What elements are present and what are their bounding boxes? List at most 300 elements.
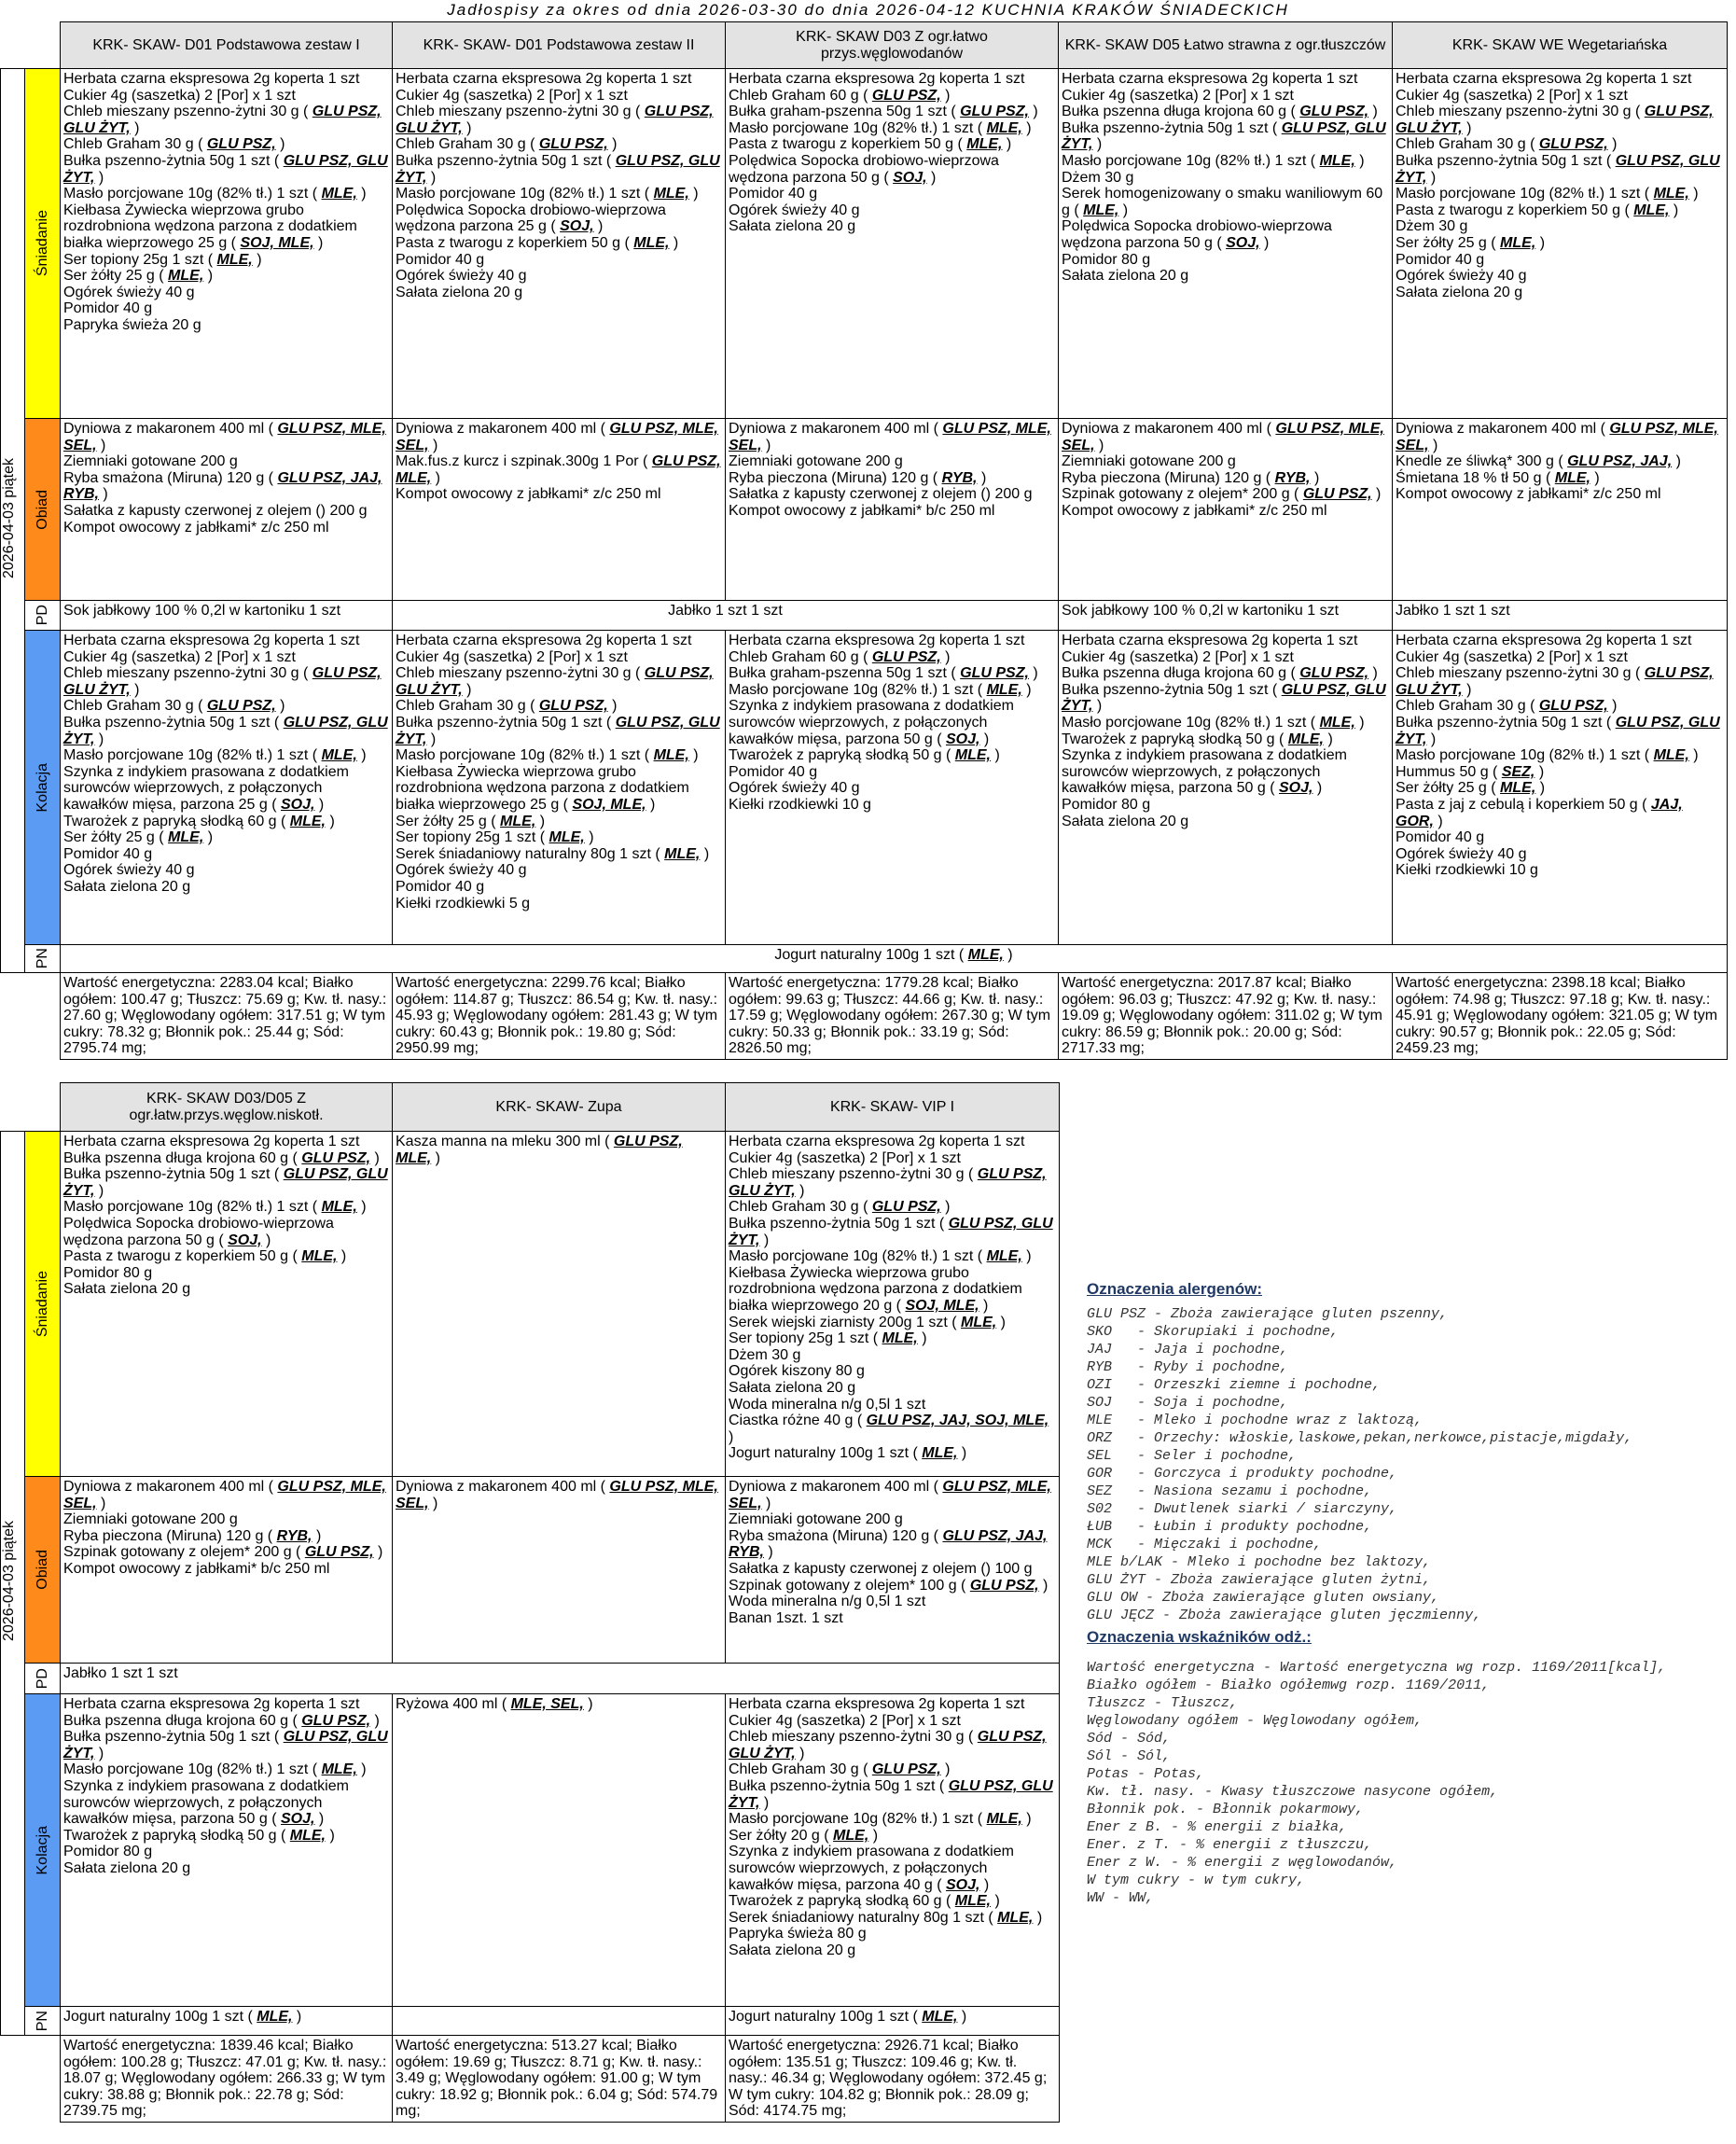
allergen-code: MLE, [653, 186, 689, 202]
allergen-legend-item: GLU JĘCZ - Zboża zawierające gluten jęczmienny, [1087, 1608, 1482, 1623]
menu-item: Bułka pszenno-żytnia 50g 1 szt ( GLU PSZ, GLU ŻYT, ) [729, 1777, 1053, 1811]
allergen-code: MLE, [216, 251, 253, 268]
allergen-legend-item: JAJ - Jaja i pochodne, [1087, 1342, 1289, 1357]
menu-item: Pasta z twarogu z koperkiem 50 g ( MLE, ) [1396, 202, 1679, 218]
menu-item: Ser topiony 25g 1 szt ( MLE, ) [63, 251, 262, 268]
menu-item: Herbata czarna ekspresowa 2g koperta 1 szt [1062, 633, 1358, 648]
menu-item: Masło porcjowane 10g (82% tł.) 1 szt ( MLE, ) [396, 186, 699, 202]
menu-item: Serek śniadaniowy naturalny 80g 1 szt ( MLE, ) [729, 1909, 1043, 1926]
menu-table-1 [0, 21, 1728, 1060]
menu-item: Kompot owocowy z jabłkami* z/c 250 ml [1062, 502, 1327, 519]
menu-cell [393, 1132, 726, 1477]
menu-cell [1393, 631, 1728, 945]
indicator-legend-item: Ener. z T. - % energii z tłuszczu, [1087, 1837, 1373, 1853]
menu-item: Twarożek z papryką słodką 60 g ( MLE, ) [729, 1893, 1000, 1910]
allergen-code: GLU PSZ, GLU ŻYT, [396, 152, 720, 186]
menu-item: Pomidor 40 g [1396, 251, 1485, 268]
menu-item: Bułka pszenno-żytnia 50g 1 szt ( GLU PSZ, GLU ŻYT, ) [1062, 119, 1386, 153]
legend [1087, 1276, 1730, 1907]
allergen-code: GLU PSZ, MLE, SEL, [1062, 421, 1384, 453]
menu-item: Pasta z twarogu z koperkiem 50 g ( MLE, ) [729, 136, 1012, 153]
menu-item: Sałata zielona 20 g [729, 1942, 856, 1958]
menu-item: Ziemniaki gotowane 200 g [63, 453, 238, 470]
allergen-code: GLU PSZ, MLE, SEL, [1396, 421, 1718, 453]
meal-label-dinner: Kolacja [25, 1694, 61, 2007]
menu-item: Ryba smażona (Miruna) 120 g ( GLU PSZ, JAJ, RYB, ) [63, 469, 382, 503]
menu-item: Herbata czarna ekspresowa 2g koperta 1 szt [1062, 71, 1358, 87]
snack-cell: Sok jabłkowy 100 % 0,2l w kartoniku 1 szt [61, 601, 393, 631]
menu-item: Kiełki rzodkiewki 5 g [396, 895, 531, 912]
allergen-code: RYB, [276, 1527, 312, 1544]
menu-item: Chleb mieszany pszenno-żytni 30 g ( GLU PSZ, GLU ŻYT, ) [396, 665, 714, 698]
allergen-code: GLU PSZ, [1302, 486, 1372, 503]
menu-item: Pomidor 80 g [1062, 251, 1151, 268]
menu-item: Chleb mieszany pszenno-żytni 30 g ( GLU PSZ, GLU ŻYT, ) [396, 104, 714, 136]
allergen-code: SOJ, [1279, 780, 1313, 797]
menu-cell [393, 69, 726, 419]
nutrition-cell: Wartość energetyczna: 513.27 kcal; Białko ogółem: 19.69 g; Tłuszcz: 8.71 g; Kw. tł. nasy.: 3.49 g; Węglowodany ogółem: 91.00 g; W tym cukry: 18.92 g; Błonnik pok.: 6.04 g; Sód: 574.79 mg; [393, 2036, 726, 2123]
menu-item: Ogórek świeży 40 g [63, 284, 195, 300]
menu-item: Serek śniadaniowy naturalny 80g 1 szt ( MLE, ) [396, 845, 710, 862]
menu-item: Sałatka z kapusty czerwonej z olejem () 200 g [63, 502, 368, 519]
menu-item: Cukier 4g (saszetka) 2 [Por] x 1 szt [63, 648, 296, 665]
allergen-code: MLE, [549, 829, 585, 846]
allergen-code: MLE, [321, 747, 357, 764]
menu-cell [1059, 419, 1393, 601]
menu-cell [1059, 69, 1393, 419]
allergen-code: MLE, [986, 681, 1022, 698]
allergen-code: GLU PSZ, [301, 1149, 371, 1166]
allergen-code: GLU PSZ, GLU ŻYT, [63, 104, 382, 136]
date-label: 2026-04-03 piątek [1, 1521, 17, 1642]
snack-cell: Sok jabłkowy 100 % 0,2l w kartoniku 1 szt [1059, 601, 1393, 631]
allergen-code: MLE, [966, 136, 1003, 153]
menu-item: Bułka pszenno-żytnia 50g 1 szt ( GLU PSZ, GLU ŻYT, ) [1396, 714, 1720, 747]
menu-cell [61, 1694, 393, 2007]
allergen-code: SOJ, MLE, [572, 796, 646, 813]
menu-item: Mak.fus.z kurcz i szpinak.300g 1 Por ( GLU PSZ, MLE, ) [396, 453, 721, 486]
menu-item: Sałatka z kapusty czerwonej z olejem () 200 g [729, 486, 1033, 503]
menu-cell [393, 419, 726, 601]
nutrition-cell: Wartość energetyczna: 1839.46 kcal; Białko ogółem: 100.28 g; Tłuszcz: 47.01 g; Kw. tł. nasy.: 18.07 g; Węglowodany ogółem: 266.33 g; W tym cukry: 38.88 g; Błonnik pok.: 22.78 g; Sód: 2739.75 mg; [61, 2036, 393, 2123]
menu-item: Ser żółty 25 g ( MLE, ) [1396, 234, 1546, 251]
allergen-code: GLU PSZ, GLU ŻYT, [63, 152, 388, 186]
allergen-legend-item: SKO - Skorupiaki i pochodne, [1087, 1324, 1340, 1340]
allergen-code: MLE, [168, 829, 204, 846]
allergen-legend-title: Oznaczenia alergenów: [1087, 1280, 1262, 1298]
allergen-code: GLU PSZ, [538, 698, 608, 715]
menu-item: Ser żółty 25 g ( MLE, ) [1396, 780, 1546, 797]
menu-item: Ziemniaki gotowane 200 g [1062, 453, 1236, 470]
menu-cell [393, 1477, 726, 1664]
allergen-code: GLU PSZ, MLE, SEL, [63, 421, 386, 453]
menu-item: Sałata zielona 20 g [63, 1859, 191, 1876]
menu-item: Dyniowa z makaronem 400 ml ( GLU PSZ, MLE, SEL, ) [729, 1479, 1051, 1511]
allergen-code: MLE, [653, 747, 689, 764]
menu-item: Herbata czarna ekspresowa 2g koperta 1 szt [1396, 71, 1692, 87]
menu-item: Bułka pszenno-żytnia 50g 1 szt ( GLU PSZ, GLU ŻYT, ) [1396, 152, 1720, 186]
allergen-code: GLU PSZ, MLE, SEL, [63, 1479, 386, 1511]
menu-item: Ser żółty 25 g ( MLE, ) [396, 813, 546, 829]
allergen-legend-item: GOR - Gorczyca i produkty pochodne, [1087, 1466, 1398, 1482]
allergen-code: MLE, [882, 1330, 918, 1347]
nutrition-cell: Wartość energetyczna: 2398.18 kcal; Białko ogółem: 74.98 g; Tłuszcz: 97.18 g; Kw. tł. nasy.: 45.91 g; Węglowodany ogółem: 321.05 g; W tym cukry: 90.57 g; Błonnik pok.: 22.05 g; Sód: 2459.23 mg; [1393, 973, 1728, 1060]
menu-item: Sałata zielona 20 g [63, 878, 191, 895]
menu-item: Ryżowa 400 ml ( MLE, SEL, ) [396, 1696, 593, 1712]
allergen-code: GLU PSZ, GLU ŻYT, [63, 1166, 388, 1199]
meal-label-snack: PD [25, 1664, 61, 1694]
menu-item: Chleb mieszany pszenno-żytni 30 g ( GLU PSZ, GLU ŻYT, ) [729, 1729, 1047, 1761]
menu-cell [726, 1694, 1060, 2007]
allergen-code: MLE, [833, 1827, 869, 1844]
menu-item: Twarożek z papryką słodką 50 g ( MLE, ) [1062, 731, 1333, 747]
menu-item: Herbata czarna ekspresowa 2g koperta 1 szt [729, 1696, 1025, 1712]
allergen-code: JAJ, GOR, [1396, 796, 1683, 829]
menu-item: Masło porcjowane 10g (82% tł.) 1 szt ( MLE, ) [1396, 186, 1699, 202]
allergen-code: MLE, [664, 845, 701, 862]
allergen-code: GLU PSZ, JAJ, SOJ, MLE, [866, 1413, 1049, 1429]
menu-item: Pomidor 40 g [63, 845, 153, 862]
allergen-code: SOJ, [893, 169, 927, 186]
menu-cell [61, 419, 393, 601]
allergen-code: MLE, [321, 186, 357, 202]
menu-item: Masło porcjowane 10g (82% tł.) 1 szt ( MLE, ) [63, 747, 367, 764]
menu-item: Pomidor 80 g [63, 1844, 153, 1860]
meal-label-lunch: Obiad [25, 1477, 61, 1664]
meal-label-breakfast: Śniadanie [25, 69, 61, 419]
allergen-code: GLU PSZ, GLU ŻYT, [396, 714, 720, 747]
allergen-code: GLU PSZ, [969, 1577, 1039, 1594]
allergen-code: RYB, [941, 469, 978, 486]
indicator-legend-item: Sól - Sól, [1087, 1748, 1172, 1764]
allergen-code: RYB, [1274, 469, 1311, 486]
menu-item: Bułka pszenno-żytnia 50g 1 szt ( GLU PSZ, GLU ŻYT, ) [729, 1215, 1053, 1248]
allergen-code: MLE, [1287, 731, 1324, 747]
menu-item: Ser żółty 25 g ( MLE, ) [63, 829, 214, 846]
menu-item: Chleb Graham 30 g ( GLU PSZ, ) [729, 1199, 951, 1216]
menu-item: Dyniowa z makaronem 400 ml ( GLU PSZ, MLE, SEL, ) [729, 421, 1051, 453]
menu-item: Jogurt naturalny 100g 1 szt ( MLE, ) [63, 2009, 302, 2025]
menu-item: Ser topiony 25g 1 szt ( MLE, ) [729, 1330, 927, 1347]
menu-item: Ogórek świeży 40 g [396, 862, 527, 879]
menu-item: Herbata czarna ekspresowa 2g koperta 1 szt [1396, 633, 1692, 648]
allergen-code: MLE, [1554, 469, 1590, 486]
menu-item: Dżem 30 g [1062, 169, 1134, 186]
allergen-code: SOJ, [281, 1811, 315, 1828]
allergen-legend-item: ŁUB - Łubin i produkty pochodne, [1087, 1519, 1373, 1535]
menu-item: Chleb mieszany pszenno-żytni 30 g ( GLU PSZ, GLU ŻYT, ) [63, 104, 382, 136]
indicator-legend-item: Ener z W. - % energii z węglowodanów, [1087, 1855, 1398, 1871]
allergen-code: MLE, [997, 1909, 1034, 1926]
diet-header: KRK- SKAW WE Wegetariańska [1393, 22, 1728, 69]
menu-item: Kompot owocowy z jabłkami* b/c 250 ml [729, 502, 995, 519]
allergen-code: MLE, [922, 1445, 958, 1462]
allergen-code: GLU PSZ, JAJ, RYB, [729, 1527, 1048, 1561]
allergen-code: GLU PSZ, [1299, 665, 1369, 682]
nutrition-cell: Wartość energetyczna: 2283.04 kcal; Białko ogółem: 100.47 g; Tłuszcz: 75.69 g; Kw. tł. nasy.: 27.60 g; Węglowodany ogółem: 317.51 g; W tym cukry: 78.32 g; Błonnik pok.: 25.44 g; Sód: 2795.74 mg; [61, 973, 393, 1060]
indicator-legend-item: Sód - Sód, [1087, 1731, 1172, 1747]
allergen-code: GLU PSZ, [1299, 104, 1369, 120]
allergen-list [1087, 1305, 1730, 1624]
date-label: 2026-04-03 piątek [1, 458, 17, 579]
menu-item: Herbata czarna ekspresowa 2g koperta 1 szt [396, 633, 692, 648]
menu-item: Dyniowa z makaronem 400 ml ( GLU PSZ, MLE, SEL, ) [396, 1479, 718, 1511]
menu-item: Dyniowa z makaronem 400 ml ( GLU PSZ, MLE, SEL, ) [1062, 421, 1384, 453]
menu-item: Jogurt naturalny 100g 1 szt ( MLE, ) [729, 2009, 967, 2025]
menu-item: Woda mineralna n/g 0,5l 1 szt [729, 1594, 926, 1610]
menu-item: Sałata zielona 20 g [63, 1281, 191, 1298]
menu-item: Masło porcjowane 10g (82% tł.) 1 szt ( MLE, ) [1062, 714, 1365, 731]
menu-item: Sałata zielona 20 g [1396, 284, 1523, 300]
allergen-code: GLU PSZ, GLU ŻYT, [1396, 665, 1714, 698]
allergen-code: MLE, [1319, 714, 1355, 731]
allergen-code: MLE, [1653, 186, 1689, 202]
menu-item: Ogórek świeży 40 g [1396, 268, 1527, 285]
menu-item: Ryba pieczona (Miruna) 120 g ( RYB, ) [1062, 469, 1320, 486]
allergen-code: GLU PSZ, GLU ŻYT, [729, 1777, 1053, 1811]
meal-label-dinner: Kolacja [25, 631, 61, 945]
menu-item: Serek homogenizowany o smaku waniliowym 60 g ( MLE, ) [1062, 186, 1383, 218]
allergen-code: GLU PSZ, GLU ŻYT, [63, 1729, 388, 1761]
menu-item: Masło porcjowane 10g (82% tł.) 1 szt ( MLE, ) [729, 1811, 1032, 1828]
allergen-code: GLU PSZ, GLU ŻYT, [396, 665, 714, 698]
allergen-code: GLU PSZ, [871, 1199, 941, 1216]
menu-item: Masło porcjowane 10g (82% tł.) 1 szt ( MLE, ) [1062, 152, 1365, 169]
allergen-legend-item: ORZ - Orzechy: włoskie,laskowe,pekan,nerkowce,pistacje,migdały, [1087, 1430, 1633, 1446]
menu-item: Pomidor 80 g [63, 1264, 153, 1281]
diet-header: KRK- SKAW- D01 Podstawowa zestaw I [61, 22, 393, 69]
menu-item: Cukier 4g (saszetka) 2 [Por] x 1 szt [1062, 648, 1294, 665]
allergen-code: GLU PSZ, [301, 1712, 371, 1729]
allergen-code: MLE, [967, 947, 1004, 963]
menu-item: Sałata zielona 20 g [396, 284, 523, 300]
allergen-code: SOJ, [228, 1232, 262, 1248]
diet-header: KRK- SKAW- Zupa [393, 1083, 726, 1132]
allergen-code: GLU PSZ, GLU ŻYT, [1062, 681, 1386, 715]
menu-item: Herbata czarna ekspresowa 2g koperta 1 szt [63, 633, 360, 648]
menu-item: Jogurt naturalny 100g 1 szt ( MLE, ) [774, 947, 1013, 963]
menu-item: Chleb Graham 30 g ( GLU PSZ, ) [1396, 136, 1618, 153]
menu-item: Bułka pszenna długa krojona 60 g ( GLU PSZ, ) [1062, 665, 1378, 682]
allergen-legend-item: MLE b/LAK - Mleko i pochodne bez laktozy, [1087, 1554, 1432, 1570]
allergen-code: GLU PSZ, GLU ŻYT, [63, 714, 388, 747]
allergen-code: GLU PSZ, MLE, SEL, [396, 421, 718, 453]
menu-item: Kompot owocowy z jabłkami* z/c 250 ml [63, 519, 329, 536]
menu-item: Bułka graham-pszenna 50g 1 szt ( GLU PSZ, ) [729, 104, 1038, 120]
allergen-code: GLU PSZ, MLE, [396, 1134, 683, 1166]
allergen-code: GLU PSZ, GLU ŻYT, [1396, 104, 1714, 136]
allergen-legend-item: SEZ - Nasiona sezamu i pochodne, [1087, 1483, 1373, 1499]
menu-item: Szpinak gotowany z olejem* 200 g ( GLU PSZ, ) [1062, 486, 1382, 503]
menu-item: Polędwica Sopocka drobiowo-wieprzowa wędzona parzona 50 g ( SOJ, ) [63, 1215, 334, 1248]
allergen-code: MLE, [1083, 202, 1119, 218]
menu-item: Ogórek świeży 40 g [396, 268, 527, 285]
allergen-code: MLE, [289, 1827, 326, 1844]
menu-item: Cukier 4g (saszetka) 2 [Por] x 1 szt [729, 1149, 961, 1166]
menu-cell [726, 419, 1059, 601]
indicator-legend-item: Ener z B. - % energii z białka, [1087, 1819, 1348, 1835]
allergen-code: GLU PSZ, GLU ŻYT, [63, 665, 382, 698]
allergen-code: GLU PSZ, [871, 1761, 941, 1778]
menu-item: Dyniowa z makaronem 400 ml ( GLU PSZ, MLE, SEL, ) [1396, 421, 1718, 453]
menu-item: Ziemniaki gotowane 200 g [729, 1511, 903, 1528]
allergen-code: MLE, [168, 268, 204, 285]
menu-item: Kiełbasa Żywiecka wieprzowa grubo rozdrobniona wędzona parzona z dodatkiem białka wieprzowego 20 g ( SOJ, MLE, ) [729, 1264, 1022, 1314]
menu-item: Ser żółty 25 g ( MLE, ) [63, 268, 214, 285]
menu-item: Chleb mieszany pszenno-żytni 30 g ( GLU PSZ, GLU ŻYT, ) [1396, 665, 1714, 698]
allergen-code: GLU PSZ, [538, 136, 608, 153]
menu-item: Herbata czarna ekspresowa 2g koperta 1 szt [729, 633, 1025, 648]
allergen-code: GLU PSZ, MLE, SEL, [396, 1479, 718, 1511]
menu-item: Kasza manna na mleku 300 ml ( GLU PSZ, MLE, ) [396, 1134, 683, 1166]
allergen-code: GLU PSZ, [206, 136, 276, 153]
menu-item: Papryka świeża 80 g [729, 1926, 867, 1942]
allergen-code: MLE, [954, 747, 991, 764]
allergen-code: GLU PSZ, MLE, [396, 453, 721, 486]
date-cell [1, 1132, 25, 2036]
allergen-code: MLE, [1500, 234, 1536, 251]
allergen-legend-item: RYB - Ryby i pochodne, [1087, 1359, 1289, 1375]
menu-item: Bułka pszenno-żytnia 50g 1 szt ( GLU PSZ, GLU ŻYT, ) [1062, 681, 1386, 715]
menu-item: Chleb mieszany pszenno-żytni 30 g ( GLU PSZ, GLU ŻYT, ) [63, 665, 382, 698]
menu-item: Ogórek świeży 40 g [729, 780, 860, 797]
allergen-code: SOJ, [946, 1876, 980, 1893]
menu-item: Cukier 4g (saszetka) 2 [Por] x 1 szt [1062, 87, 1294, 104]
menu-item: Cukier 4g (saszetka) 2 [Por] x 1 szt [396, 648, 628, 665]
menu-item: Polędwica Sopocka drobiowo-wieprzowa wędzona parzona 25 g ( SOJ, ) [396, 202, 666, 235]
indicator-legend-item: Wartość energetyczna - Wartość energetyczna wg rozp. 1169/2011[kcal], [1087, 1660, 1667, 1676]
allergen-code: GLU PSZ, GLU ŻYT, [1396, 152, 1720, 186]
menu-item: Kiełbasa Żywiecka wieprzowa grubo rozdrobniona wędzona parzona z dodatkiem białka wieprzowego 25 g ( SOJ, MLE, ) [396, 763, 689, 813]
menu-item: Herbata czarna ekspresowa 2g koperta 1 szt [729, 71, 1025, 87]
indicator-legend-item: WW - WW, [1087, 1890, 1155, 1906]
snack-cell: Jabłko 1 szt 1 szt [1393, 601, 1728, 631]
indicator-legend-item: Węglowodany ogółem - Węglowodany ogółem, [1087, 1713, 1424, 1729]
menu-cell [726, 631, 1059, 945]
allergen-code: GLU PSZ, [304, 1544, 374, 1561]
diet-header: KRK- SKAW D05 Łatwo strawna z ogr.tłuszczów [1059, 22, 1393, 69]
menu-item: Pasta z twarogu z koperkiem 50 g ( MLE, ) [63, 1248, 347, 1265]
allergen-legend-item: MCK - Mięczaki i pochodne, [1087, 1537, 1323, 1552]
menu-item: Kiełki rzodkiewki 10 g [729, 796, 871, 813]
menu-item: Ryba pieczona (Miruna) 120 g ( RYB, ) [729, 469, 987, 486]
menu-cell [1393, 69, 1728, 419]
menu-item: Masło porcjowane 10g (82% tł.) 1 szt ( MLE, ) [63, 1199, 367, 1216]
menu-item: Cukier 4g (saszetka) 2 [Por] x 1 szt [1396, 87, 1628, 104]
allergen-code: GLU PSZ, [1538, 698, 1608, 715]
allergen-code: GLU PSZ, GLU ŻYT, [729, 1166, 1047, 1199]
menu-item: Chleb Graham 60 g ( GLU PSZ, ) [729, 87, 951, 104]
allergen-code: SOJ, [560, 218, 594, 235]
allergen-code: GLU PSZ, [871, 87, 941, 104]
menu-item: Pomidor 40 g [396, 251, 485, 268]
allergen-legend-item: MLE - Mleko i pochodne wraz z laktozą, [1087, 1413, 1424, 1428]
allergen-code: GLU PSZ, GLU ŻYT, [729, 1215, 1053, 1248]
night-snack-cell [61, 2007, 393, 2036]
menu-item: Szynka z indykiem prasowana z dodatkiem surowców wieprzowych, z połączonych kawałków mięsa, parzona 50 g ( SOJ, ) [1062, 747, 1347, 797]
menu-item: Masło porcjowane 10g (82% tł.) 1 szt ( MLE, ) [63, 186, 367, 202]
diet-header: KRK- SKAW D03 Z ogr.łatwo przys.węglowodanów [726, 22, 1059, 69]
menu-item: Pasta z jaj z cebulą i koperkiem 50 g ( JAJ, GOR, ) [1396, 796, 1683, 829]
menu-item: Sałata zielona 20 g [1062, 268, 1189, 285]
allergen-code: MLE, [986, 1248, 1022, 1265]
menu-item: Dżem 30 g [1396, 218, 1468, 235]
menu-item: Dyniowa z makaronem 400 ml ( GLU PSZ, MLE, SEL, ) [396, 421, 718, 453]
nutrition-cell: Wartość energetyczna: 1779.28 kcal; Białko ogółem: 99.63 g; Tłuszcz: 44.66 g; Kw. tł. nasy.: 17.59 g; Węglowodany ogółem: 267.30 g; W tym cukry: 50.33 g; Błonnik pok.: 33.19 g; Sód: 2826.50 mg; [726, 973, 1059, 1060]
page-title: Jadłospisy za okres od dnia 2026-03-30 do dnia 2026-04-12 KUCHNIA KRAKÓW ŚNIADECKICH [447, 1, 1289, 19]
meal-label-breakfast: Śniadanie [25, 1132, 61, 1477]
allergen-code: MLE, [1319, 152, 1355, 169]
snack-cell: Jabłko 1 szt 1 szt [393, 601, 1059, 631]
menu-item: Polędwica Sopocka drobiowo-wieprzowa wędzona parzona 50 g ( SOJ, ) [729, 152, 999, 186]
menu-item: Chleb Graham 60 g ( GLU PSZ, ) [729, 648, 951, 665]
allergen-code: MLE, [289, 813, 326, 829]
menu-item: Kompot owocowy z jabłkami* z/c 250 ml [396, 486, 661, 503]
indicator-legend-title: Oznaczenia wskaźników odż.: [1087, 1628, 1312, 1646]
date-cell [1, 69, 25, 973]
nutrition-cell: Wartość energetyczna: 2926.71 kcal; Białko ogółem: 135.51 g; Tłuszcz: 109.46 g; Kw. tł. nasy.: 46.34 g; Węglowodany ogółem: 372.45 g; W tym cukry: 104.82 g; Błonnik pok.: 28.09 g; Sód: 4174.75 mg; [726, 2036, 1060, 2123]
menu-item: Masło porcjowane 10g (82% tł.) 1 szt ( MLE, ) [1396, 747, 1699, 764]
menu-item: Ogórek świeży 40 g [63, 862, 195, 879]
allergen-code: GLU PSZ, GLU ŻYT, [729, 1729, 1047, 1761]
night-snack-cell [61, 945, 1728, 973]
menu-item: Kiełbasa Żywiecka wieprzowa grubo rozdrobniona wędzona parzona z dodatkiem białka wieprzowego 25 g ( SOJ, MLE, ) [63, 202, 357, 251]
menu-cell [726, 69, 1059, 419]
allergen-code: MLE, [986, 1811, 1022, 1828]
indicator-legend-item: Kw. tł. nasy. - Kwasy tłuszczowe nasycone ogółem, [1087, 1784, 1499, 1800]
allergen-code: GLU PSZ, MLE, SEL, [729, 1479, 1051, 1511]
diet-header: KRK- SKAW- VIP I [726, 1083, 1060, 1132]
menu-item: Bułka pszenno-żytnia 50g 1 szt ( GLU PSZ, GLU ŻYT, ) [63, 714, 388, 747]
menu-cell [726, 1132, 1060, 1477]
menu-table-2 [0, 1082, 1060, 2123]
allergen-code: GLU PSZ, [206, 698, 276, 715]
menu-item: Chleb Graham 30 g ( GLU PSZ, ) [63, 136, 285, 153]
menu-item: Dżem 30 g [729, 1346, 801, 1363]
allergen-legend-item: S02 - Dwutlenek siarki / siarczyny, [1087, 1501, 1398, 1517]
allergen-code: GLU PSZ, MLE, SEL, [729, 421, 1051, 453]
menu-cell [1059, 631, 1393, 945]
allergen-code: GLU PSZ, [960, 104, 1029, 120]
menu-item: Ryba pieczona (Miruna) 120 g ( RYB, ) [63, 1527, 322, 1544]
allergen-code: GLU PSZ, GLU ŻYT, [1396, 714, 1720, 747]
allergen-code: MLE, [633, 234, 670, 251]
allergen-legend-item: GLU PSZ - Zboża zawierające gluten pszenny, [1087, 1306, 1449, 1322]
menu-item: Chleb Graham 30 g ( GLU PSZ, ) [1396, 698, 1618, 715]
allergen-legend-item: SEL - Seler i pochodne, [1087, 1448, 1298, 1464]
menu-item: Szpinak gotowany z olejem* 200 g ( GLU PSZ, ) [63, 1544, 383, 1561]
allergen-code: SOJ, MLE, [905, 1297, 979, 1314]
snack-cell: Jabłko 1 szt 1 szt [61, 1664, 1060, 1694]
menu-item: Bułka pszenno-żytnia 50g 1 szt ( GLU PSZ, GLU ŻYT, ) [63, 1729, 388, 1761]
menu-item: Sałatka z kapusty czerwonej z olejem () 100 g [729, 1560, 1033, 1577]
allergen-legend-item: GLU OW - Zboża zawierające gluten owsiany, [1087, 1590, 1440, 1606]
night-snack-cell [726, 2007, 1060, 2036]
menu-item: Twarożek z papryką słodką 50 g ( MLE, ) [63, 1827, 335, 1844]
allergen-code: GLU PSZ, [871, 648, 941, 665]
menu-item: Ogórek świeży 40 g [1396, 845, 1527, 862]
allergen-legend-item: SOJ - Soja i pochodne, [1087, 1395, 1289, 1411]
indicator-list [1087, 1659, 1730, 1907]
menu-item: Bułka pszenno-żytnia 50g 1 szt ( GLU PSZ, GLU ŻYT, ) [63, 152, 388, 186]
menu-item: Polędwica Sopocka drobiowo-wieprzowa wędzona parzona 50 g ( SOJ, ) [1062, 218, 1332, 251]
menu-item: Chleb mieszany pszenno-żytni 30 g ( GLU PSZ, GLU ŻYT, ) [729, 1166, 1047, 1199]
menu-item: Bułka pszenna długa krojona 60 g ( GLU PSZ, ) [63, 1712, 380, 1729]
menu-item: Cukier 4g (saszetka) 2 [Por] x 1 szt [729, 1712, 961, 1729]
menu-item: Chleb Graham 30 g ( GLU PSZ, ) [63, 698, 285, 715]
allergen-code: MLE, [954, 1893, 991, 1910]
meal-label-lunch: Obiad [25, 419, 61, 601]
